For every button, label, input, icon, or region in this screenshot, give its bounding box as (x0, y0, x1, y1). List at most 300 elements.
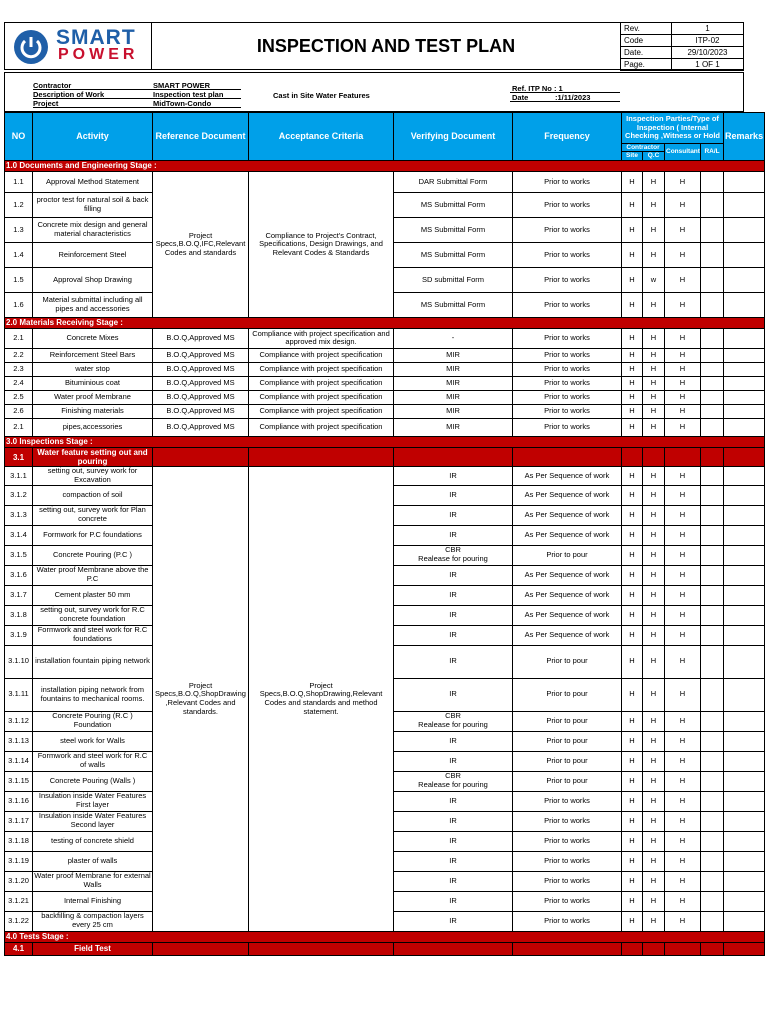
cell: H (643, 242, 665, 267)
cell: MIR (394, 418, 513, 436)
cell: H (665, 771, 701, 791)
merged-acceptance: Compliance to Project's Contract, Specifications, Design Drawings, and Relevant Codes & Standards (249, 171, 394, 317)
cell: As Per Sequence of work (513, 605, 622, 625)
cell: setting out, survey work for Plan concrete (33, 505, 153, 525)
cell (701, 731, 724, 751)
merged-reference: Project Specs,B.O.Q,IFC,Relevant Codes and standards (153, 171, 249, 317)
cell: IR (394, 645, 513, 678)
cell: IR (394, 911, 513, 931)
cell: H (622, 711, 643, 731)
cell: H (665, 911, 701, 931)
cell: H (622, 217, 643, 242)
cell: H (665, 505, 701, 525)
cell: H (665, 625, 701, 645)
cell (701, 171, 724, 192)
cell (701, 751, 724, 771)
cell: H (622, 545, 643, 565)
cell (724, 525, 765, 545)
cell: Water proof Membrane for external Walls (34, 871, 151, 890)
cell (724, 362, 765, 376)
col-contractor: Contractor (622, 144, 665, 152)
section-documents (5, 160, 765, 171)
cell (701, 242, 724, 267)
cell: MS Submittal Form (394, 242, 513, 267)
cell: H (622, 171, 643, 192)
cell: As Per Sequence of work (513, 505, 622, 525)
cell: H (622, 485, 643, 505)
cell (724, 418, 765, 436)
cell: Compliance with project specification (249, 348, 394, 362)
cell: Prior to works (513, 348, 622, 362)
cell: Prior to works (513, 811, 622, 831)
table-row (5, 328, 765, 348)
cell: Formwork and steel work for R.C foundations (33, 625, 153, 645)
cell (724, 192, 765, 217)
cell: Prior to works (513, 891, 622, 911)
cell: H (622, 911, 643, 931)
cell: H (665, 891, 701, 911)
cell: H (643, 811, 665, 831)
cell: Prior to works (513, 871, 622, 891)
section-tests (5, 931, 765, 942)
cell: H (665, 545, 701, 565)
col-activity: Activity (33, 113, 153, 161)
cell: IR (394, 731, 513, 751)
cell: H (643, 791, 665, 811)
cell (724, 791, 765, 811)
cell (701, 851, 724, 871)
cell: 3.1.9 (5, 625, 33, 645)
subsection-no: 3.1 (5, 447, 33, 466)
cell (701, 811, 724, 831)
cell: H (665, 348, 701, 362)
cell: H (643, 217, 665, 242)
itp-table (4, 112, 765, 956)
cell (724, 404, 765, 418)
cell (701, 467, 724, 485)
cell: Prior to pour (513, 711, 622, 731)
cell: H (643, 292, 665, 317)
cell (701, 328, 724, 348)
cell: H (665, 645, 701, 678)
cell: MIR (394, 348, 513, 362)
cell: Prior to works (513, 362, 622, 376)
cell: DAR Submittal Form (394, 171, 513, 192)
cell: Concrete Pouring (P.C ) (33, 545, 153, 565)
cell (724, 645, 765, 678)
cell: Compliance with project specification (249, 362, 394, 376)
cell: IR (394, 871, 513, 891)
cell: As Per Sequence of work (513, 565, 622, 585)
cell: IR (394, 605, 513, 625)
work-value: Inspection test plan (153, 90, 224, 99)
cell: IR (394, 485, 513, 505)
cell: H (643, 505, 665, 525)
cell: IR (394, 505, 513, 525)
cell: Prior to works (513, 171, 622, 192)
cell: H (643, 328, 665, 348)
cell (724, 811, 765, 831)
cell: Internal Finishing (33, 891, 153, 911)
cell: compaction of soil (33, 485, 153, 505)
work-label: Description of Work (33, 90, 105, 99)
cell: H (665, 585, 701, 605)
cell: H (622, 390, 643, 404)
cell: plaster of walls (33, 851, 153, 871)
cell (724, 348, 765, 362)
cell: installation fountain piping network (33, 645, 153, 678)
cell (701, 418, 724, 436)
cell (724, 751, 765, 771)
cell: H (622, 605, 643, 625)
cell: 2.6 (5, 404, 33, 418)
cell: Prior to pour (513, 731, 622, 751)
cell: B.O.Q,Approved MS (153, 362, 249, 376)
merged-acceptance: Project Specs,B.O.Q,ShopDrawing,Relevant Codes and standards and method statement. (249, 467, 394, 931)
cell: As Per Sequence of work (513, 625, 622, 645)
cell: H (622, 585, 643, 605)
cell: H (622, 192, 643, 217)
cell: Compliance with project specification and approved mix design. (249, 328, 394, 348)
date-value: :1/11/2023 (555, 93, 591, 102)
cell: H (643, 404, 665, 418)
cell: testing of concrete shield (33, 831, 153, 851)
cell: H (643, 678, 665, 711)
cell: 3.1.15 (5, 771, 33, 791)
cell: MS Submittal Form (394, 217, 513, 242)
cell: proctor test for natural soil & back filling (33, 192, 153, 217)
rev-row (621, 23, 744, 35)
cell: Prior to works (513, 911, 622, 931)
cell: 3.1.3 (5, 505, 33, 525)
ref-itp: Ref. ITP No : 1 (512, 84, 563, 93)
col-verifying: Verifying Document (394, 113, 513, 161)
cell: B.O.Q,Approved MS (153, 404, 249, 418)
cell (724, 292, 765, 317)
cell: - (394, 328, 513, 348)
cell: IR (394, 678, 513, 711)
cell: H (665, 328, 701, 348)
cell: As Per Sequence of work (513, 467, 622, 485)
cell: H (665, 731, 701, 751)
cell (701, 585, 724, 605)
col-consultant: Consultant (665, 144, 701, 161)
cell (701, 891, 724, 911)
project-info (4, 72, 744, 112)
col-acceptance: Acceptance Criteria (249, 113, 394, 161)
cell: 3.1.20 (5, 871, 33, 891)
cell: H (665, 525, 701, 545)
cell: H (622, 404, 643, 418)
cell: setting out, survey work for R.C concrete foundation (33, 605, 153, 625)
cell: pipes,accessories (33, 418, 153, 436)
cell (701, 678, 724, 711)
cell (724, 731, 765, 751)
cell: water stop (33, 362, 153, 376)
cell: Insulation inside Water Features First layer (33, 791, 153, 811)
cell: 3.1.22 (5, 911, 33, 931)
cell: H (622, 751, 643, 771)
section-title: 1.0 Documents and Engineering Stage : (5, 160, 765, 171)
cell: H (622, 678, 643, 711)
cell: H (665, 791, 701, 811)
cell (701, 625, 724, 645)
cell: MIR (394, 376, 513, 390)
cell (701, 505, 724, 525)
cell: 2.2 (5, 348, 33, 362)
cell: Concrete mix design and general material characteristics (33, 217, 153, 242)
subsection-no: 4.1 (5, 942, 33, 955)
cell (701, 192, 724, 217)
cell: 3.1.12 (5, 711, 33, 731)
cell: MS Submittal Form (394, 192, 513, 217)
cell: H (665, 678, 701, 711)
cell (701, 565, 724, 585)
cell: H (622, 525, 643, 545)
cell: Reinforcement Steel (33, 242, 153, 267)
cell: H (643, 711, 665, 731)
cell: 1.2 (5, 192, 33, 217)
cell: Compliance with project specification (249, 404, 394, 418)
cell: H (643, 645, 665, 678)
cell: 3.1.16 (5, 791, 33, 811)
logo-text-smart: SMART (56, 26, 136, 49)
cell: H (643, 731, 665, 751)
cell: H (643, 605, 665, 625)
cell: H (643, 171, 665, 192)
cell (701, 605, 724, 625)
cell: H (622, 242, 643, 267)
cell: 3.1.8 (5, 605, 33, 625)
cell: 3.1.2 (5, 485, 33, 505)
cell: Bituminious coat (33, 376, 153, 390)
cell: Prior to works (513, 390, 622, 404)
cell (701, 404, 724, 418)
cell: H (643, 525, 665, 545)
cell: H (665, 376, 701, 390)
cell (701, 485, 724, 505)
cell (724, 911, 765, 931)
section-title: 4.0 Tests Stage : (5, 931, 765, 942)
cell: 3.1.21 (5, 891, 33, 911)
cell: H (622, 851, 643, 871)
cell: B.O.Q,Approved MS (153, 390, 249, 404)
cell (701, 831, 724, 851)
cell: Water proof Membrane above the P.C (33, 565, 153, 585)
cell (724, 565, 765, 585)
cell: H (622, 811, 643, 831)
col-reference: Reference Document (153, 113, 249, 161)
cell (701, 292, 724, 317)
cell: installation piping network from fountains to mechanical rooms. (33, 678, 153, 711)
cell: 3.1.19 (5, 851, 33, 871)
cell: H (665, 467, 701, 485)
cell: Prior to works (513, 376, 622, 390)
cell: 2.5 (5, 390, 33, 404)
cell: 1.3 (5, 217, 33, 242)
cell: H (643, 911, 665, 931)
rev-label: Page. (621, 59, 672, 71)
rev-label: Date. (621, 47, 672, 59)
cell: Prior to works (513, 267, 622, 292)
cell: 2.1 (5, 418, 33, 436)
cell: IR (394, 831, 513, 851)
rev-label: Rev. (621, 23, 672, 35)
cell (701, 545, 724, 565)
cell (724, 505, 765, 525)
cell (724, 242, 765, 267)
cell: CBR Realease for pouring (394, 771, 513, 791)
cell: H (665, 418, 701, 436)
cell (701, 711, 724, 731)
cell: 2.1 (5, 328, 33, 348)
cell: 3.1.7 (5, 585, 33, 605)
cell: Compliance with project specification (249, 418, 394, 436)
cell: 3.1.18 (5, 831, 33, 851)
cell: IR (394, 791, 513, 811)
cell: As Per Sequence of work (513, 525, 622, 545)
cell: H (665, 362, 701, 376)
cell: Prior to pour (513, 545, 622, 565)
col-parties: Inspection Parties/Type of Inspection ( Internal Checking ,Witness or Hold (622, 113, 724, 144)
cell: H (622, 831, 643, 851)
cell: CBR Realease for pouring (394, 711, 513, 731)
cell: Prior to works (513, 831, 622, 851)
section-materials (5, 317, 765, 328)
cell: H (643, 565, 665, 585)
cell: B.O.Q,Approved MS (153, 376, 249, 390)
cell: Finishing materials (33, 404, 153, 418)
cell: CBR Realease for pouring (394, 545, 513, 565)
subsection-field-test (5, 942, 765, 955)
cell: B.O.Q,Approved MS (153, 328, 249, 348)
cell: IR (394, 751, 513, 771)
cell: As Per Sequence of work (513, 485, 622, 505)
cell: Prior to works (513, 217, 622, 242)
cell: H (665, 811, 701, 831)
cell: IR (394, 565, 513, 585)
cell: Material submittal including all pipes and accessories (33, 292, 153, 317)
cell: H (643, 751, 665, 771)
table-row (5, 362, 765, 376)
table-row (5, 376, 765, 390)
cell: 3.1.1 (5, 467, 33, 485)
cell (701, 645, 724, 678)
cell: Prior to works (513, 328, 622, 348)
col-remarks: Remarks (724, 113, 765, 161)
cell: H (622, 348, 643, 362)
cell: H (665, 605, 701, 625)
cell: steel work for Walls (33, 731, 153, 751)
company-logo (4, 22, 152, 70)
cell: Prior to pour (513, 678, 622, 711)
cell: 1.6 (5, 292, 33, 317)
cell: 3.1.6 (5, 565, 33, 585)
cell: Compliance with project specification (249, 390, 394, 404)
project-label: Project (33, 99, 59, 108)
cell (701, 871, 724, 891)
cell: Prior to works (513, 242, 622, 267)
cell: Prior to works (513, 791, 622, 811)
cell (724, 831, 765, 851)
cell (724, 267, 765, 292)
cell: Cement plaster 50 mm (33, 585, 153, 605)
cell: H (622, 362, 643, 376)
cell: H (643, 418, 665, 436)
cell (701, 525, 724, 545)
cell: MIR (394, 362, 513, 376)
cell (701, 911, 724, 931)
contractor-value: SMART POWER (153, 81, 211, 90)
cell: H (643, 485, 665, 505)
cell (701, 348, 724, 362)
cell (724, 625, 765, 645)
cell: H (665, 485, 701, 505)
cell: H (665, 292, 701, 317)
cell (724, 485, 765, 505)
cell: MIR (394, 390, 513, 404)
section-title: 3.0 Inspections Stage : (5, 436, 765, 447)
cell (724, 328, 765, 348)
cell: H (643, 362, 665, 376)
cell: H (643, 831, 665, 851)
cell: H (622, 328, 643, 348)
cell: 2.3 (5, 362, 33, 376)
cell (724, 851, 765, 871)
cell: H (665, 711, 701, 731)
cell: Prior to works (513, 851, 622, 871)
cell: 3.1.14 (5, 751, 33, 771)
cell: H (622, 731, 643, 751)
contractor-label: Contractor (33, 81, 72, 90)
cell: H (622, 791, 643, 811)
cell: Prior to pour (513, 771, 622, 791)
cell (724, 771, 765, 791)
cell: IR (394, 625, 513, 645)
cell: MS Submittal Form (394, 292, 513, 317)
project-value: MidTown-Condo (153, 99, 212, 108)
cell: setting out, survey work for Excavation (33, 467, 153, 485)
cell: H (665, 171, 701, 192)
cell: Concrete Pouring (Walls ) (33, 771, 153, 791)
table-row (5, 404, 765, 418)
cell: Prior to works (513, 404, 622, 418)
cell: Prior to works (513, 418, 622, 436)
cell: H (622, 505, 643, 525)
cell: MIR (394, 404, 513, 418)
cell: SD submittal Form (394, 267, 513, 292)
cell: H (643, 192, 665, 217)
revision-block (620, 22, 744, 71)
cell (701, 390, 724, 404)
work-subject: Cast in Site Water Features (273, 91, 370, 100)
cell: IR (394, 891, 513, 911)
section-title: 2.0 Materials Receiving Stage : (5, 317, 765, 328)
cell (724, 891, 765, 911)
cell: H (622, 418, 643, 436)
cell (724, 467, 765, 485)
subsection-title: Water feature setting out and pouring (33, 447, 153, 466)
cell: H (665, 871, 701, 891)
cell: Prior to pour (513, 645, 622, 678)
cell: 1.1 (5, 171, 33, 192)
cell (724, 171, 765, 192)
cell: IR (394, 585, 513, 605)
cell: H (622, 645, 643, 678)
cell: 1.4 (5, 242, 33, 267)
cell: Formwork and steel work for R.C of walls (33, 751, 153, 771)
table-row (5, 390, 765, 404)
